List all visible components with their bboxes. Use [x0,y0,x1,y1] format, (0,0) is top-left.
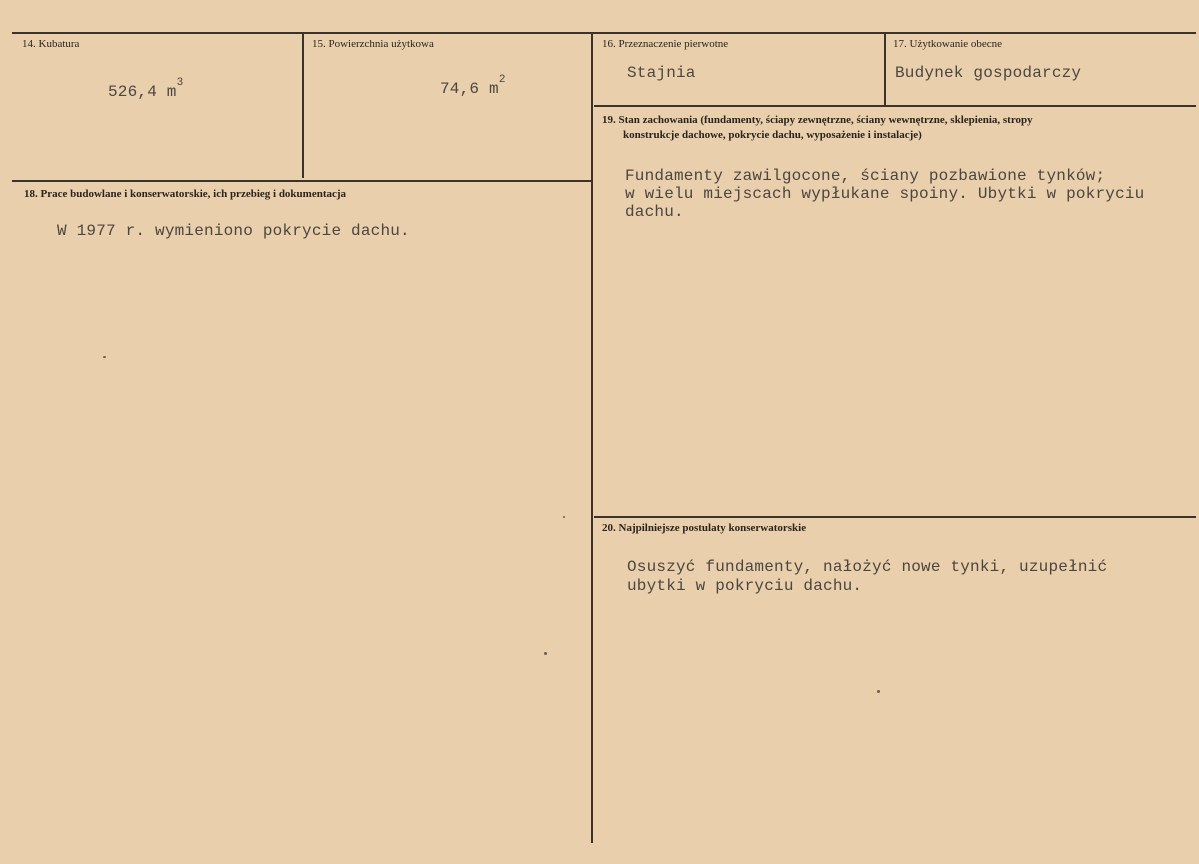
field14-value [108,77,184,102]
field19-label-line1: 19. Stan zachowania (fundamenty, ściapy zewnętrzne, ściany wewnętrzne, sklepienia, stropy [602,114,1033,126]
row1-left-bottom-rule [12,180,592,182]
paper-speck [103,356,106,358]
field19-value-line2: w wielu miejscach wypłukane spoiny. Ubytki w pokryciu [625,185,1145,203]
field14-unit-sup: 3 [176,77,184,89]
field15-value [440,74,506,99]
paper-speck [877,690,880,693]
top-rule [12,32,1196,34]
field17-value: Budynek gospodarczy [895,64,1082,82]
field15-label: 15. Powierzchnia użytkowa [312,38,434,50]
field20-top-rule [594,516,1196,518]
field18-value: W 1977 r. wymieniono pokrycie dachu. [57,222,410,240]
field19-label-line2: konstrukcje dachowe, pokrycie dachu, wyposażenie i instalacje) [623,129,922,141]
field15-value-text: 74,6 m [440,80,499,98]
field19-value-line1: Fundamenty zawilgocone, ściany pozbawione tynków; [625,167,1106,185]
field18-label: 18. Prace budowlane i konserwatorskie, ich przebieg i dokumentacja [24,188,347,200]
field14-label: 14. Kubatura [22,38,80,50]
field20-label: 20. Najpilniejsze postulaty konserwatorskie [602,522,807,534]
paper-speck [544,652,547,655]
field16-label: 16. Przeznaczenie pierwotne [602,38,729,50]
field20-value-line2: ubytki w pokryciu dachu. [627,577,863,595]
field15-unit-sup: 2 [498,74,506,86]
field19-value-line3: dachu. [625,203,684,221]
center-divider [591,33,593,843]
field14-value-text: 526,4 m [108,83,177,101]
divider-16-17 [884,33,886,105]
field17-label: 17. Użytkowanie obecne [893,38,1003,50]
paper-speck [563,516,565,518]
row1-right-bottom-rule [594,105,1196,107]
field20-value-line1: Osuszyć fundamenty, nałożyć nowe tynki, uzupełnić [627,558,1108,576]
divider-14-15 [302,33,304,178]
field16-value: Stajnia [627,64,696,82]
